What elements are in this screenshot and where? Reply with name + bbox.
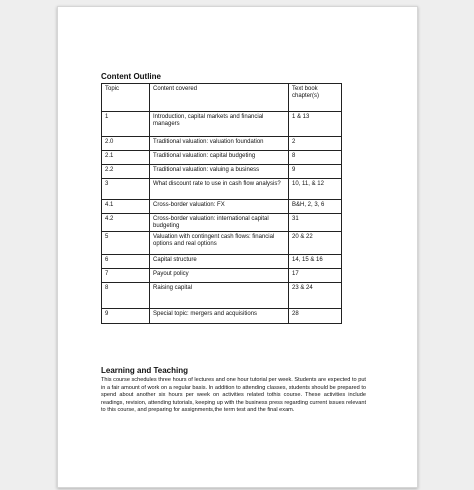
topic-cell: 2.0	[102, 137, 150, 151]
column-header-chapters: Text book chapter(s)	[289, 84, 342, 112]
topic-cell: 7	[102, 269, 150, 283]
table-row	[102, 214, 342, 232]
topic-cell: 2.1	[102, 151, 150, 165]
chapters-cell: 20 & 22	[289, 232, 342, 255]
column-header-content: Content covered	[150, 84, 289, 112]
chapters-cell: 31	[289, 214, 342, 232]
content-cell: Payout policy	[150, 269, 289, 283]
chapters-cell: 9	[289, 165, 342, 179]
chapters-cell: 28	[289, 309, 342, 324]
document-page	[57, 6, 418, 488]
content-cell: Valuation with contingent cash flows: financial options and real options	[150, 232, 289, 255]
table-row	[102, 137, 342, 151]
content-cell: Special topic: mergers and acquisitions	[150, 309, 289, 324]
content-cell: Introduction, capital markets and financial managers	[150, 112, 289, 137]
content-cell: Traditional valuation: capital budgeting	[150, 151, 289, 165]
table-row	[102, 200, 342, 214]
table-row	[102, 179, 342, 200]
topic-cell: 1	[102, 112, 150, 137]
table-row	[102, 255, 342, 269]
table-row	[102, 283, 342, 309]
content-outline-table	[101, 83, 342, 324]
chapters-cell: 17	[289, 269, 342, 283]
table-row	[102, 112, 342, 137]
topic-cell: 6	[102, 255, 150, 269]
column-header-topic: Topic	[102, 84, 150, 112]
chapters-cell: 2	[289, 137, 342, 151]
content-cell: Cross-border valuation: FX	[150, 200, 289, 214]
topic-cell: 2.2	[102, 165, 150, 179]
table-row	[102, 232, 342, 255]
content-cell: Capital structure	[150, 255, 289, 269]
content-cell: What discount rate to use in cash flow analysis?	[150, 179, 289, 200]
table-row	[102, 309, 342, 324]
table-header-row	[102, 84, 342, 112]
table-row	[102, 151, 342, 165]
table-row	[102, 165, 342, 179]
content-cell: Raising capital	[150, 283, 289, 309]
topic-cell: 5	[102, 232, 150, 255]
table-row	[102, 269, 342, 283]
topic-cell: 4.2	[102, 214, 150, 232]
chapters-cell: 14, 15 & 16	[289, 255, 342, 269]
content-cell: Traditional valuation: valuation foundation	[150, 137, 289, 151]
chapters-cell: 8	[289, 151, 342, 165]
learning-teaching-paragraph: This course schedules three hours of lectures and one hour tutorial per week. Students are expected to put in a fair amount of work on a regular basis. In addition to attending classes, students should be prepared to spend about another six hours per week on activities related tothis course. These activities include readings, revision, attending tutorials, keeping up with the business press regarding current issues relevant to this course, and preparing for assignments,the term test and the final exam.	[101, 377, 366, 414]
content-cell: Cross-border valuation: international capital budgeting	[150, 214, 289, 232]
topic-cell: 8	[102, 283, 150, 309]
chapters-cell: 23 & 24	[289, 283, 342, 309]
topic-cell: 4.1	[102, 200, 150, 214]
chapters-cell: 10, 11, & 12	[289, 179, 342, 200]
learning-teaching-heading: Learning and Teaching	[101, 366, 188, 375]
chapters-cell: B&H, 2, 3, 6	[289, 200, 342, 214]
topic-cell: 3	[102, 179, 150, 200]
chapters-cell: 1 & 13	[289, 112, 342, 137]
content-cell: Traditional valuation: valuing a business	[150, 165, 289, 179]
content-outline-heading: Content Outline	[101, 72, 161, 81]
topic-cell: 9	[102, 309, 150, 324]
